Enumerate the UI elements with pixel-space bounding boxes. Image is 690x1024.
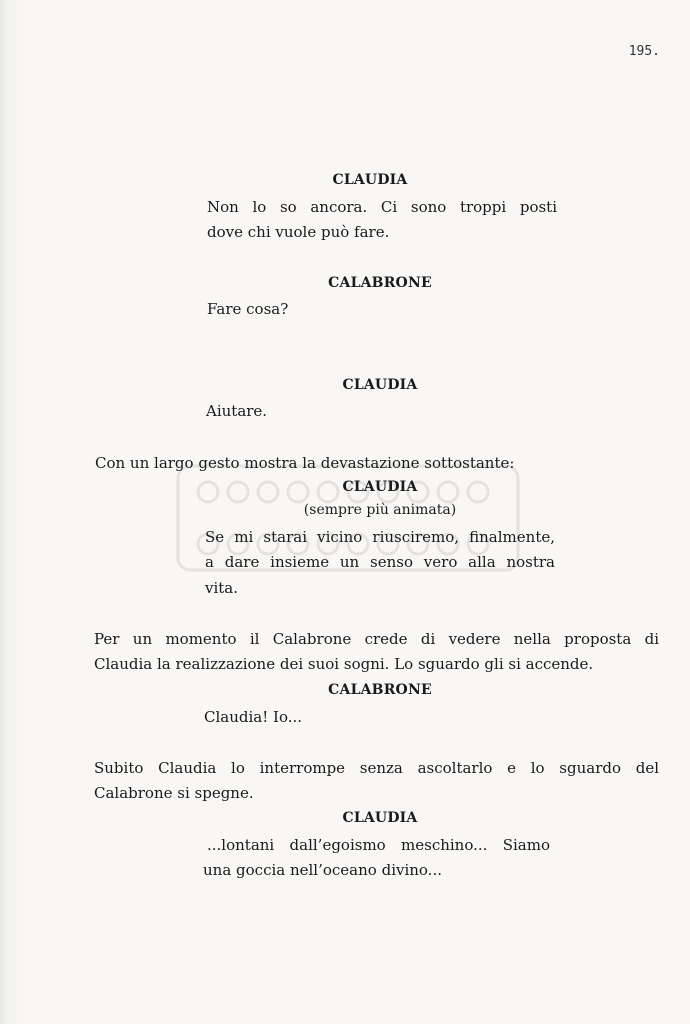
stage-direction: Claudia la realizzazione dei suoi sogni. Lo sguardo gli si accende. bbox=[94, 655, 594, 673]
stage-direction: Subito Claudia lo interrompe senza ascoltarlo e lo sguardo del bbox=[94, 759, 659, 777]
speaker-name: CLAUDIA bbox=[342, 479, 418, 495]
speaker-name: CALABRONE bbox=[328, 275, 432, 291]
stage-direction: Per un momento il Calabrone crede di vedere nella proposta di bbox=[94, 630, 659, 648]
dialogue-line: ...lontani dall’egoismo meschino... Siamo bbox=[207, 836, 550, 854]
speaker-name: CLAUDIA bbox=[332, 172, 408, 188]
dialogue-line: Aiutare. bbox=[206, 402, 268, 420]
dialogue-line: dove chi vuole può fare. bbox=[207, 223, 390, 241]
speaker-name: CALABRONE bbox=[328, 682, 432, 698]
dialogue-line: Fare cosa? bbox=[207, 300, 289, 318]
parenthetical: (sempre più animata) bbox=[303, 502, 457, 518]
stage-direction: Con un largo gesto mostra la devastazione sottostante: bbox=[95, 454, 515, 472]
dialogue-line: una goccia nell’oceano divino... bbox=[203, 861, 442, 879]
stage-direction: Calabrone si spegne. bbox=[94, 784, 254, 802]
speaker-name: CLAUDIA bbox=[342, 810, 418, 826]
dialogue-line: Non lo so ancora. Ci sono troppi posti bbox=[207, 198, 557, 216]
dialogue-line: a dare insieme un senso vero alla nostra bbox=[205, 553, 555, 571]
dialogue-line: vita. bbox=[205, 579, 239, 597]
dialogue-line: Se mi starai vicino riusciremo, finalmente, bbox=[205, 528, 555, 546]
speaker-name: CLAUDIA bbox=[342, 377, 418, 393]
dialogue-line: Claudia! Io... bbox=[204, 708, 303, 726]
page-number: 195. bbox=[628, 44, 660, 59]
